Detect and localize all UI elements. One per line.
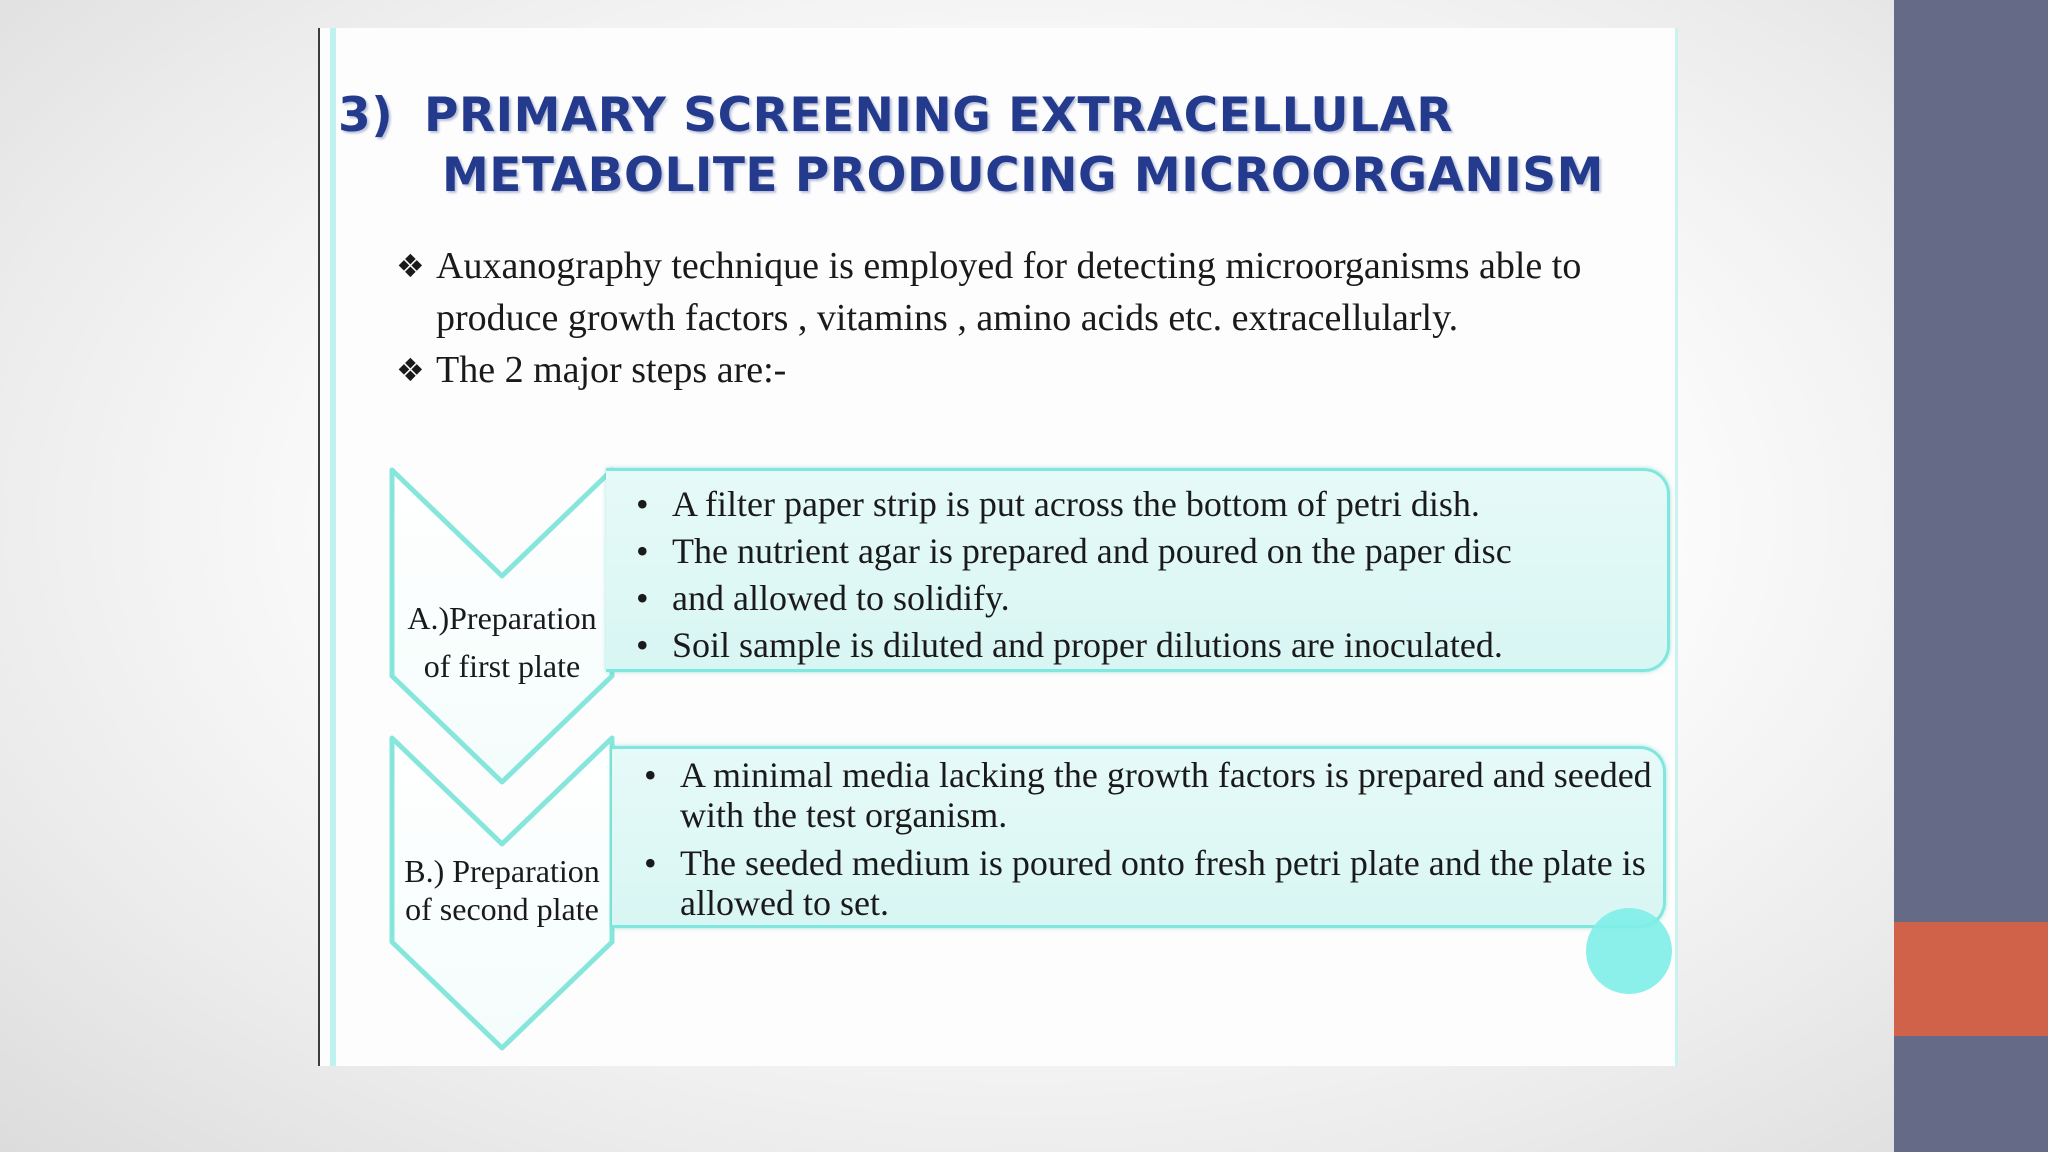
list-item: • A minimal media lacking the growth factors is prepared and seeded with the test organism. (644, 755, 1652, 835)
list-item-text: The nutrient agar is prepared and poured on the paper disc (672, 531, 1512, 571)
list-item: • and allowed to solidify. (636, 578, 1010, 618)
slide-title (338, 86, 1638, 206)
step-a-label-line-2: of first plate (423, 648, 581, 684)
step-a-details-box (606, 468, 1670, 672)
list-item: • The nutrient agar is prepared and poured on the paper disc (636, 531, 1512, 571)
list-item: • Soil sample is diluted and proper dilutions are inoculated. (636, 625, 1503, 665)
list-item: • A filter paper strip is put across the bottom of petri dish. (636, 484, 1480, 524)
list-item-text: A minimal media lacking the growth factors is prepared and seeded with the test organism. (680, 755, 1652, 835)
bullet-text: The 2 major steps are:- (436, 349, 787, 391)
step-b-label (388, 852, 616, 928)
bullet-item (396, 240, 1646, 344)
title-number: 3) (338, 88, 394, 143)
list-item-text: A filter paper strip is put across the bottom of petri dish. (672, 484, 1480, 524)
list-item-text: and allowed to solidify. (672, 578, 1010, 618)
step-a-label (388, 594, 616, 690)
slide-left-accent-line (330, 28, 336, 1066)
title-line-1: PRIMARY SCREENING EXTRACELLULAR (424, 88, 1454, 143)
list-item-text: The seeded medium is poured onto fresh petri plate and the plate is allowed to set. (680, 843, 1646, 923)
slide-right-border (1675, 28, 1678, 1066)
decorative-circle (1586, 908, 1672, 994)
diamond-bullet-icon: ❖ (396, 247, 425, 285)
step-a-label-line-1: A.)Preparation (407, 600, 597, 636)
title-line-2: METABOLITE PRODUCING MICROORGANISM (442, 148, 1604, 203)
bullet-item (396, 344, 1646, 396)
slide-left-border (318, 28, 320, 1066)
diamond-bullet-icon: ❖ (396, 351, 425, 389)
step-b-label-line-2: of second plate (405, 891, 599, 927)
bullet-text: Auxanography technique is employed for detecting microorganisms able to produce growth factors , vitamins , amino acids etc. extracellularly. (436, 245, 1582, 339)
step-b-details-box (612, 746, 1666, 928)
step-b-label-line-1: B.) Preparation (404, 853, 600, 889)
bullet-list (396, 240, 1646, 396)
side-accent-block (1894, 922, 2048, 1036)
list-item-text: Soil sample is diluted and proper dilutions are inoculated. (672, 625, 1503, 665)
list-item: • The seeded medium is poured onto fresh petri plate and the plate is allowed to set. (644, 843, 1646, 923)
